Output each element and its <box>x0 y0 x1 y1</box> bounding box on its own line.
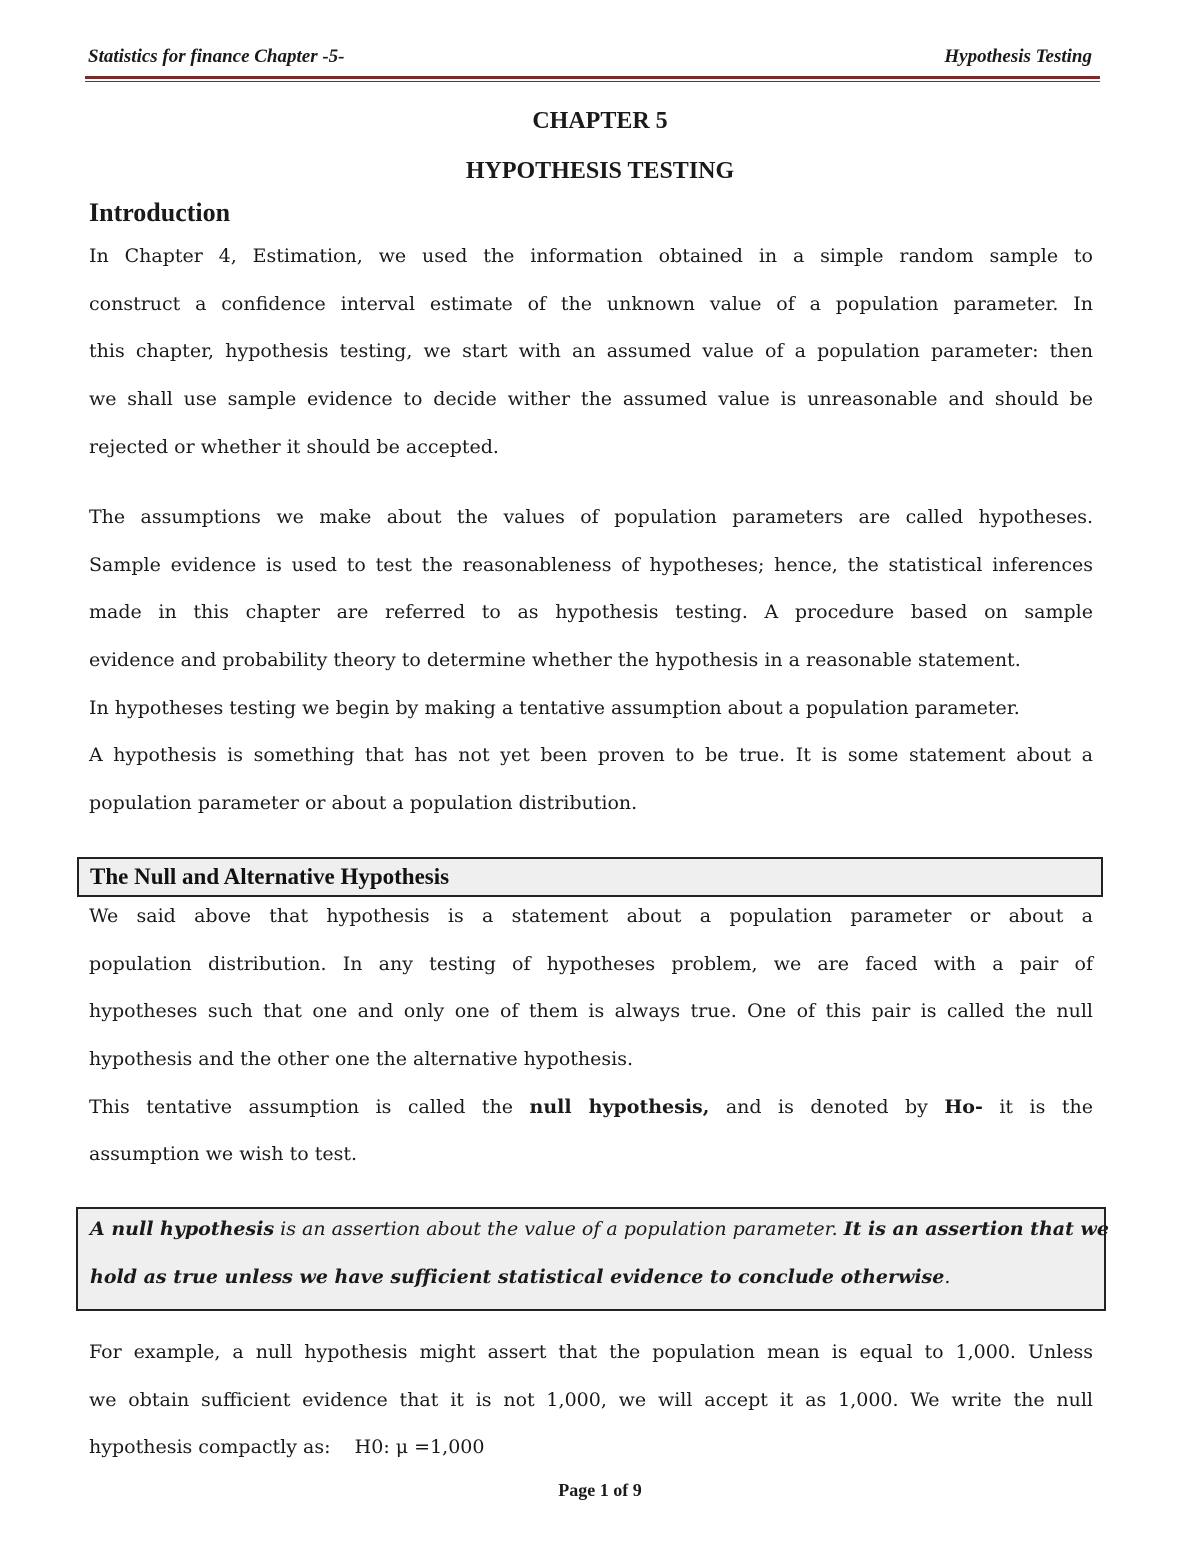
text-line: hypothesis and the other one the alternative hypothesis. <box>89 1048 633 1071</box>
text-line: The assumptions we make about the values of population parameters are called hypotheses. <box>89 506 1093 528</box>
introduction-paragraph-1 <box>89 233 1093 471</box>
header-course-title: Statistics for finance Chapter -5- <box>88 46 345 67</box>
definition-box <box>76 1207 1109 1311</box>
ho-symbol: Ho- <box>944 1095 983 1118</box>
introduction-heading: Introduction <box>89 198 231 227</box>
page-number: Page 1 of 9 <box>558 1480 642 1500</box>
text-line: made in this chapter are referred to as hypothesis testing. A procedure based on sample <box>89 601 1093 624</box>
null-alternative-paragraph <box>89 893 1093 1179</box>
text-line: construct a confidence interval estimate of the unknown value of a population parameter. In <box>89 292 1093 315</box>
text-line: A hypothesis is something that has not yet been proven to be true. It is some statement about a <box>89 744 1093 767</box>
definition-emphasis-2: hold as true unless we have sufficient statistical evidence to conclude otherwise <box>90 1266 945 1288</box>
text-line: we shall use sample evidence to decide wither the assumed value is unreasonable and should be <box>89 388 1093 411</box>
chapter-number: CHAPTER 5 <box>532 108 668 134</box>
text-line: evidence and probability theory to determine whether the hypothesis in a reasonable statement. <box>89 649 1021 672</box>
running-header <box>88 46 1092 72</box>
definition-line-1 <box>90 1206 1109 1253</box>
chapter-title: HYPOTHESIS TESTING <box>465 158 735 184</box>
header-rule <box>85 76 1100 79</box>
example-paragraph <box>89 1329 1093 1472</box>
text-line: In hypotheses testing we begin by making a tentative assumption about a population parameter. <box>89 696 1020 719</box>
text-line: we obtain sufficient evidence that it is not 1,000, we will accept it as 1,000. We write the null <box>89 1388 1093 1411</box>
header-chapter-topic: Hypothesis Testing <box>944 46 1092 67</box>
definition-term: A null hypothesis <box>90 1218 275 1240</box>
definition-emphasis-1: It is an assertion that we <box>843 1218 1109 1240</box>
text-line: population parameter or about a population distribution. <box>89 792 638 815</box>
tentative-line <box>89 1084 1093 1132</box>
text-line: We said above that hypothesis is a statement about a population parameter or about a <box>89 905 1093 927</box>
text-line: assumption we wish to test. <box>89 1143 358 1166</box>
text-line: this chapter, hypothesis testing, we start with an assumed value of a population parameter: then <box>89 340 1093 363</box>
null-alternative-heading-box <box>77 857 1103 897</box>
text-line: rejected or whether it should be accepted. <box>89 435 499 458</box>
tentative-pre: This tentative assumption is called the <box>89 1095 530 1118</box>
introduction-paragraph-2 <box>89 494 1093 828</box>
header-rule-thin <box>85 81 1100 82</box>
tentative-mid: and is denoted by <box>709 1095 945 1118</box>
tentative-post: it is the <box>982 1095 1093 1118</box>
definition-end: . <box>944 1266 951 1288</box>
text-line: hypothesis compactly as: H0: μ =1,000 <box>89 1436 485 1459</box>
text-line: population distribution. In any testing of hypotheses problem, we are faced with a pair of <box>89 952 1093 975</box>
text-line: For example, a null hypothesis might assert that the population mean is equal to 1,000. Unless <box>89 1341 1093 1363</box>
text-line: Sample evidence is used to test the reasonableness of hypotheses; hence, the statistical inferences <box>89 553 1093 576</box>
definition-line-2 <box>90 1254 1094 1301</box>
null-alternative-heading: The Null and Alternative Hypothesis <box>90 864 450 889</box>
text-line: hypotheses such that one and only one of them is always true. One of this pair is called the null <box>89 1000 1093 1023</box>
null-hypothesis-term: null hypothesis, <box>529 1095 710 1118</box>
text-line: In Chapter 4, Estimation, we used the information obtained in a simple random sample to <box>89 245 1093 267</box>
definition-text: is an assertion about the value of a population parameter. <box>274 1218 844 1240</box>
